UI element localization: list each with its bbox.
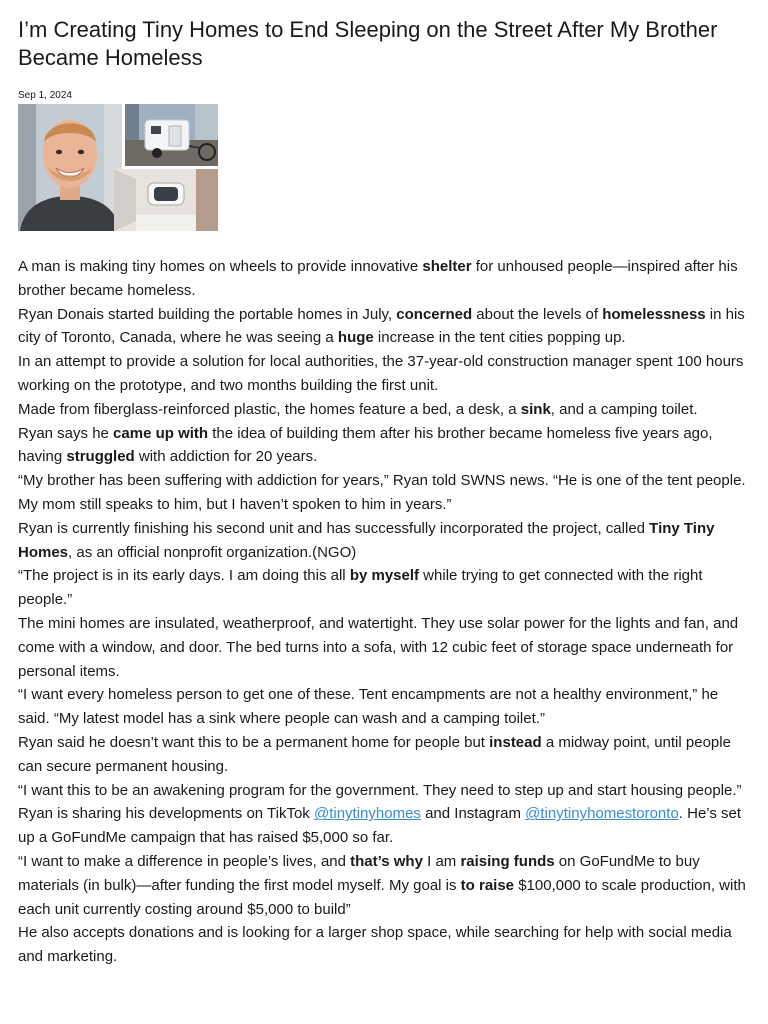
emphasis-text: huge (337, 329, 374, 347)
emphasis-text: homelessness (602, 305, 706, 323)
paragraph-text: . He’s set up a GoFundMe campaign that has raised $5,000 so far. (18, 805, 742, 847)
article-paragraph (18, 469, 750, 517)
article-paragraph (18, 683, 750, 731)
article-paragraph (18, 255, 750, 303)
paragraph-text: and Instagram (420, 805, 526, 823)
article-paragraph (18, 398, 750, 422)
emphasis-text: concerned (396, 305, 473, 323)
emphasis-text: by myself (349, 567, 420, 585)
paragraph-text: A man is making tiny homes on wheels to provide innovative (18, 258, 423, 275)
paragraph-text: Ryan is sharing his developments on TikTok (18, 805, 314, 823)
emphasis-text: struggled (66, 448, 135, 466)
paragraph-text: Ryan is currently finishing his second unit and has successfully incorporated the project, called (18, 519, 650, 537)
paragraph-text: , as an official nonprofit organization.(NGO) (68, 543, 357, 561)
paragraph-text: “I want every homeless person to get one of these. Tent encampments are not a healthy environment,” he said. “My latest model has a sink where people can wash and a camping toilet.” (18, 686, 719, 728)
emphasis-text: came up with (113, 424, 209, 442)
article-paragraph (18, 303, 750, 351)
paragraph-text: about the levels of (472, 305, 603, 323)
emphasis-text: instead (489, 733, 542, 751)
article-paragraph (18, 350, 750, 398)
tiny-home-trailer-photo (125, 104, 218, 166)
article-paragraph (18, 612, 750, 683)
article-paragraph (18, 850, 750, 921)
paragraph-text: The mini homes are insulated, weatherproof, and watertight. They use solar power for the lights and fan, and come with a window, and door. The bed turns into a sofa, with 12 cubic feet of storage space underneath for personal items. (18, 614, 739, 680)
social-handle-link[interactable]: @tinytinyhomes (313, 805, 421, 823)
paragraph-text: , and a camping toilet. (550, 400, 698, 418)
article-paragraph (18, 731, 750, 779)
paragraph-text: a midway point, until people can secure permanent housing. (18, 733, 731, 775)
emphasis-text: that’s why (350, 852, 423, 870)
emphasis-text: raising funds (460, 852, 555, 870)
emphasis-text: sink (520, 400, 551, 418)
article-paragraph (18, 564, 750, 612)
article-paragraph (18, 802, 750, 850)
social-handle-link[interactable]: @tinytinyhomestoronto (525, 805, 679, 823)
paragraph-text: In an attempt to provide a solution for local authorities, the 37-year-old construction manager spent 100 hours working on the prototype, and two months building the first unit. (18, 353, 744, 394)
article-paragraph (18, 921, 750, 969)
interior-illustration (114, 169, 218, 231)
paragraph-text: I am (422, 852, 461, 870)
paragraph-text: increase in the tent cities popping up. (373, 329, 626, 347)
portrait-illustration (18, 104, 122, 231)
trailer-illustration (125, 104, 218, 166)
photo-collage (18, 104, 218, 231)
paragraph-text: “I want to make a difference in people’s lives, and (18, 852, 351, 870)
emphasis-text: shelter (422, 258, 472, 275)
paragraph-text: the idea of building them after his brother became homeless five years ago, having (18, 424, 713, 466)
paragraph-text: Ryan said he doesn’t want this to be a permanent home for people but (18, 733, 490, 751)
paragraph-text: with addiction for 20 years. (134, 448, 318, 466)
portrait-photo (18, 104, 122, 231)
article-body (18, 255, 750, 969)
paragraph-text: “I want this to be an awakening program for the government. They need to step up and start housing people.” (18, 781, 742, 799)
emphasis-text: to raise (460, 876, 515, 894)
article-title: I’m Creating Tiny Homes to End Sleeping on the Street After My Brother Became Homeless (18, 17, 718, 70)
paragraph-text: “My brother has been suffering with addiction for years,” Ryan told SWNS news. “He is one of the tent people. My mom still speaks to him, but I haven’t spoken to him in years.” (18, 472, 746, 513)
paragraph-text: for unhoused people—inspired after his brother became homeless. (18, 258, 738, 299)
emphasis-text: Tiny Tiny Homes (18, 519, 715, 561)
paragraph-text: He also accepts donations and is looking for a larger shop space, while searching for help with social media and marketing. (18, 924, 732, 966)
article-paragraph (18, 422, 750, 470)
paragraph-text: in his city of Toronto, Canada, where he was seeing a (18, 305, 745, 347)
paragraph-text: Ryan says he (18, 424, 114, 442)
paragraph-text: while trying to get connected with the right people.” (18, 567, 703, 609)
article-paragraph (18, 517, 750, 565)
paragraph-text: Ryan Donais started building the portable homes in July, (18, 305, 397, 323)
tiny-home-interior-photo (114, 169, 218, 231)
paragraph-text: Made from fiberglass-reinforced plastic, the homes feature a bed, a desk, a (18, 400, 521, 418)
article-paragraph (18, 779, 750, 803)
paragraph-text: $100,000 to scale production, with each unit currently costing around $5,000 to build” (18, 876, 746, 918)
article-date: Sep 1, 2024 (18, 90, 72, 101)
paragraph-text: on GoFundMe to buy materials (in bulk)—after funding the first model myself. My goal is (18, 852, 700, 894)
paragraph-text: “The project is in its early days. I am doing this all (18, 567, 350, 585)
